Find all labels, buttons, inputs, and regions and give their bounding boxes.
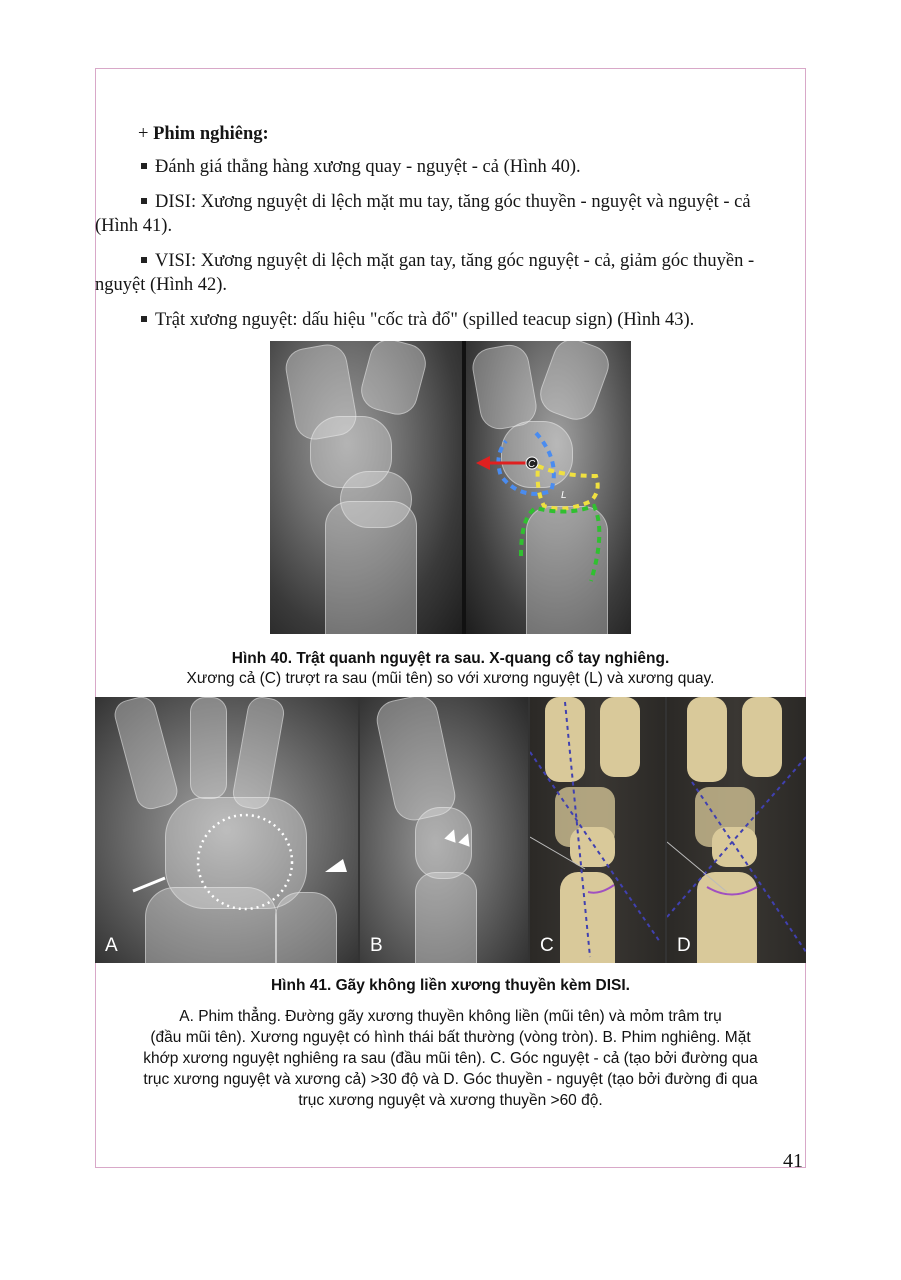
xray-lateral-plain [270, 341, 462, 634]
figure-41-image [95, 697, 806, 963]
panel-d-illustration [667, 697, 806, 963]
bullet-item-3-cont: nguyệt (Hình 42). [95, 275, 228, 295]
svg-text:C: C [528, 459, 536, 470]
page-number: 41 [783, 1150, 803, 1172]
figure-40-title: Hình 40. Trật quanh nguyệt ra sau. X-quang cổ tay nghiêng. [231, 650, 670, 667]
panel-c-illustration [530, 697, 665, 963]
caption-line: A. Phim thẳng. Đường gãy xương thuyền không liền (mũi tên) và mỏm trâm trụ [179, 1008, 722, 1025]
bullet-square-icon [141, 316, 147, 322]
bullet-text: Trật xương nguyệt: dấu hiệu "cốc trà đổ" (spilled teacup sign) (Hình 43). [155, 310, 695, 330]
bullet-square-icon [141, 163, 147, 169]
dotted-circle-icon [198, 815, 292, 909]
lunate-outline [538, 466, 598, 509]
annotation-overlay [466, 341, 631, 634]
caption-line: (đầu mũi tên). Xương nguyệt có hình thái bất thường (vòng tròn). B. Phim nghiêng. Mặt [150, 1029, 751, 1046]
arrow-icon [476, 456, 490, 470]
figure-40-subtitle: Xương cả (C) trượt ra sau (mũi tên) so với xương nguyệt (L) và xương quay. [186, 670, 715, 687]
heading-text: Phim nghiêng: [153, 124, 269, 144]
panel-label: D [677, 935, 691, 956]
arrowhead-icon [325, 859, 347, 872]
figure-41-caption [105, 1006, 796, 1111]
bullet-text: DISI: Xương nguyệt di lệch mặt mu tay, tăng góc thuyền - nguyệt và nguyệt - cả [155, 192, 751, 212]
arrowhead-icon [444, 827, 459, 842]
bullet-item-3 [141, 249, 754, 273]
bullet-square-icon [141, 198, 147, 204]
bullet-text: Đánh giá thẳng hàng xương quay - nguyệt - cả (Hình 40). [155, 157, 581, 177]
panel-a-xray [95, 697, 358, 963]
panel-d-annotations [667, 697, 806, 963]
panel-b-annotations [360, 697, 528, 963]
figure-41-title: Hình 41. Gãy không liền xương thuyền kèm DISI. [270, 977, 630, 994]
xray-lateral-annotated [466, 341, 631, 634]
panel-c-annotations [530, 697, 665, 963]
bullet-square-icon [141, 257, 147, 263]
bullet-item-2-cont: (Hình 41). [95, 216, 173, 236]
svg-text:L: L [561, 490, 567, 501]
caption-line: khớp xương nguyệt nghiêng ra sau (đầu mũi tên). C. Góc nguyệt - cả (tạo bởi đường qua [143, 1050, 758, 1067]
panel-label: C [540, 935, 554, 956]
panel-label: A [105, 935, 118, 956]
radius-outline [521, 506, 599, 581]
arrowhead-icon [458, 831, 473, 846]
panel-a-annotations [95, 697, 358, 963]
caption-line: trục xương nguyệt và xương cả) >30 độ và D. Góc thuyền - nguyệt (tạo bởi đường đi qua [143, 1071, 758, 1088]
bullet-item-1 [141, 155, 581, 179]
bullet-item-2 [141, 190, 751, 214]
heading-prefix: + [138, 124, 154, 144]
caption-line: trục xương nguyệt và xương thuyền >60 độ. [298, 1092, 603, 1109]
arrow-icon [133, 878, 165, 891]
panel-label: B [370, 935, 383, 956]
bullet-text: VISI: Xương nguyệt di lệch mặt gan tay, tăng góc nguyệt - cả, giảm góc thuyền - [155, 251, 755, 271]
bullet-item-4 [141, 308, 694, 332]
section-heading [138, 122, 269, 146]
panel-b-xray [360, 697, 528, 963]
figure-40-image [270, 341, 631, 634]
